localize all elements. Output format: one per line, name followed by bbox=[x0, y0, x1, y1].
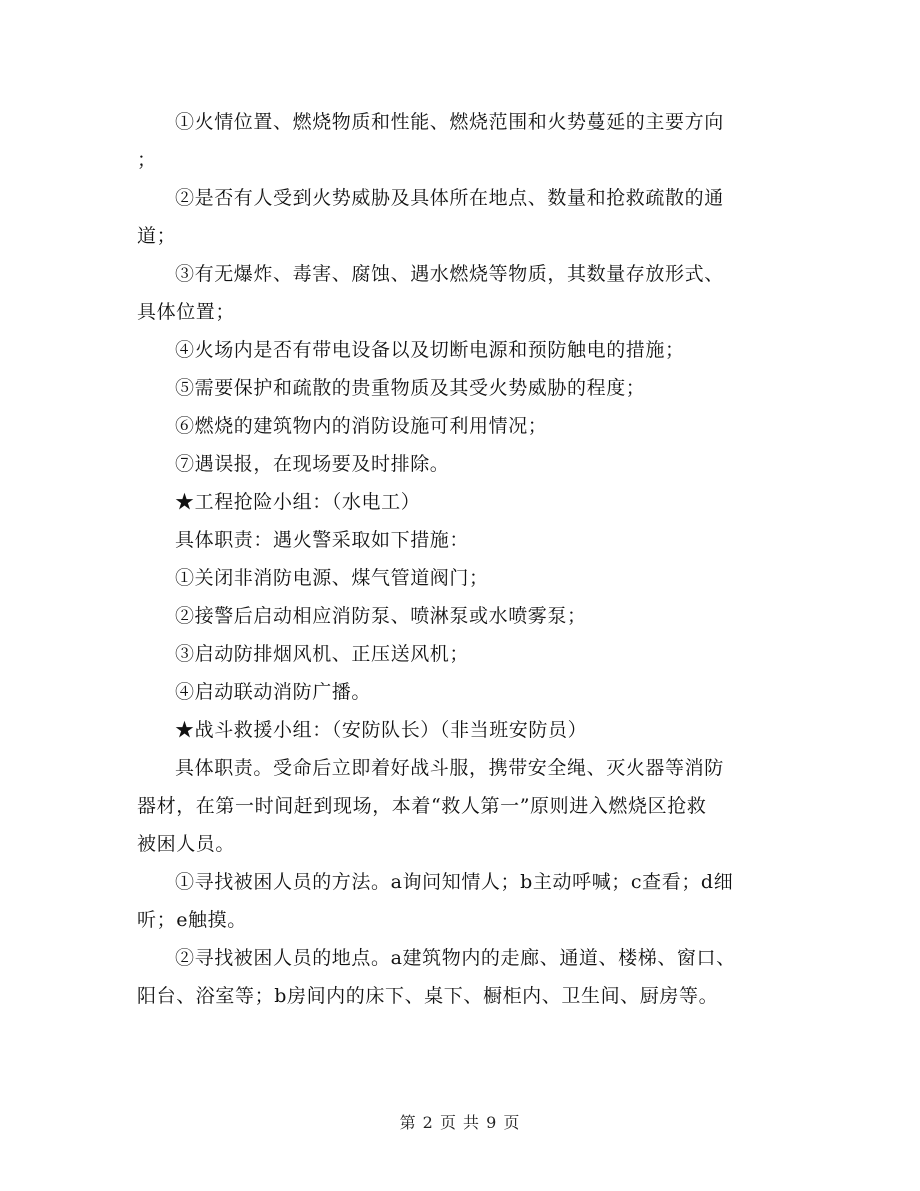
text-line: ⑥燃烧的建筑物内的消防设施可利用情况； bbox=[175, 415, 548, 437]
page-number-footer: 第 2 页 共 9 页 bbox=[399, 1113, 521, 1132]
text-line: ⑦遇误报，在现场要及时排除。 bbox=[175, 453, 450, 475]
text-line: ③有无爆炸、毒害、腐蚀、遇水燃烧等物质，其数量存放形式、 bbox=[175, 263, 724, 285]
text-line: 听；e触摸。 bbox=[137, 909, 247, 931]
document-body bbox=[137, 103, 787, 1015]
text-line: 具体职责。受命后立即着好战斗服，携带安全绳、灭火器等消防 bbox=[175, 757, 724, 779]
text-line: 具体位置； bbox=[137, 301, 236, 323]
text-line: ②接警后启动相应消防泵、喷淋泵或水喷雾泵； bbox=[175, 605, 587, 627]
text-line: 道； bbox=[137, 225, 177, 247]
text-line: ②是否有人受到火势威胁及具体所在地点、数量和抢救疏散的通 bbox=[175, 187, 724, 209]
text-line: ★战斗救援小组：（安防队长）（非当班安防员） bbox=[175, 719, 588, 741]
text-line: ①寻找被困人员的方法。a询问知情人；b主动呼喊；c查看；d细 bbox=[175, 871, 734, 893]
text-line: ⑤需要保护和疏散的贵重物质及其受火势威胁的程度； bbox=[175, 377, 646, 399]
text-line: ②寻找被困人员的地点。a建筑物内的走廊、通道、楼梯、窗口、 bbox=[175, 947, 736, 969]
text-line: ①关闭非消防电源、煤气管道阀门； bbox=[175, 567, 489, 589]
text-line: ①火情位置、燃烧物质和性能、燃烧范围和火势蔓延的主要方向 bbox=[175, 111, 724, 133]
text-line: 阳台、浴室等；b房间内的床下、桌下、橱柜内、卫生间、厨房等。 bbox=[137, 985, 719, 1007]
text-line: ④启动联动消防广播。 bbox=[175, 681, 372, 703]
text-line: 器材，在第一时间赶到现场，本着“救人第一”原则进入燃烧区抢救 bbox=[137, 795, 707, 817]
text-line: 被困人员。 bbox=[137, 833, 236, 855]
text-line: ★工程抢险小组：（水电工） bbox=[175, 491, 421, 513]
text-line: ； bbox=[137, 149, 157, 171]
text-line: ③启动防排烟风机、正压送风机； bbox=[175, 643, 470, 665]
text-line: 具体职责：遇火警采取如下措施： bbox=[175, 529, 470, 551]
text-line: ④火场内是否有带电设备以及切断电源和预防触电的措施； bbox=[175, 339, 685, 361]
